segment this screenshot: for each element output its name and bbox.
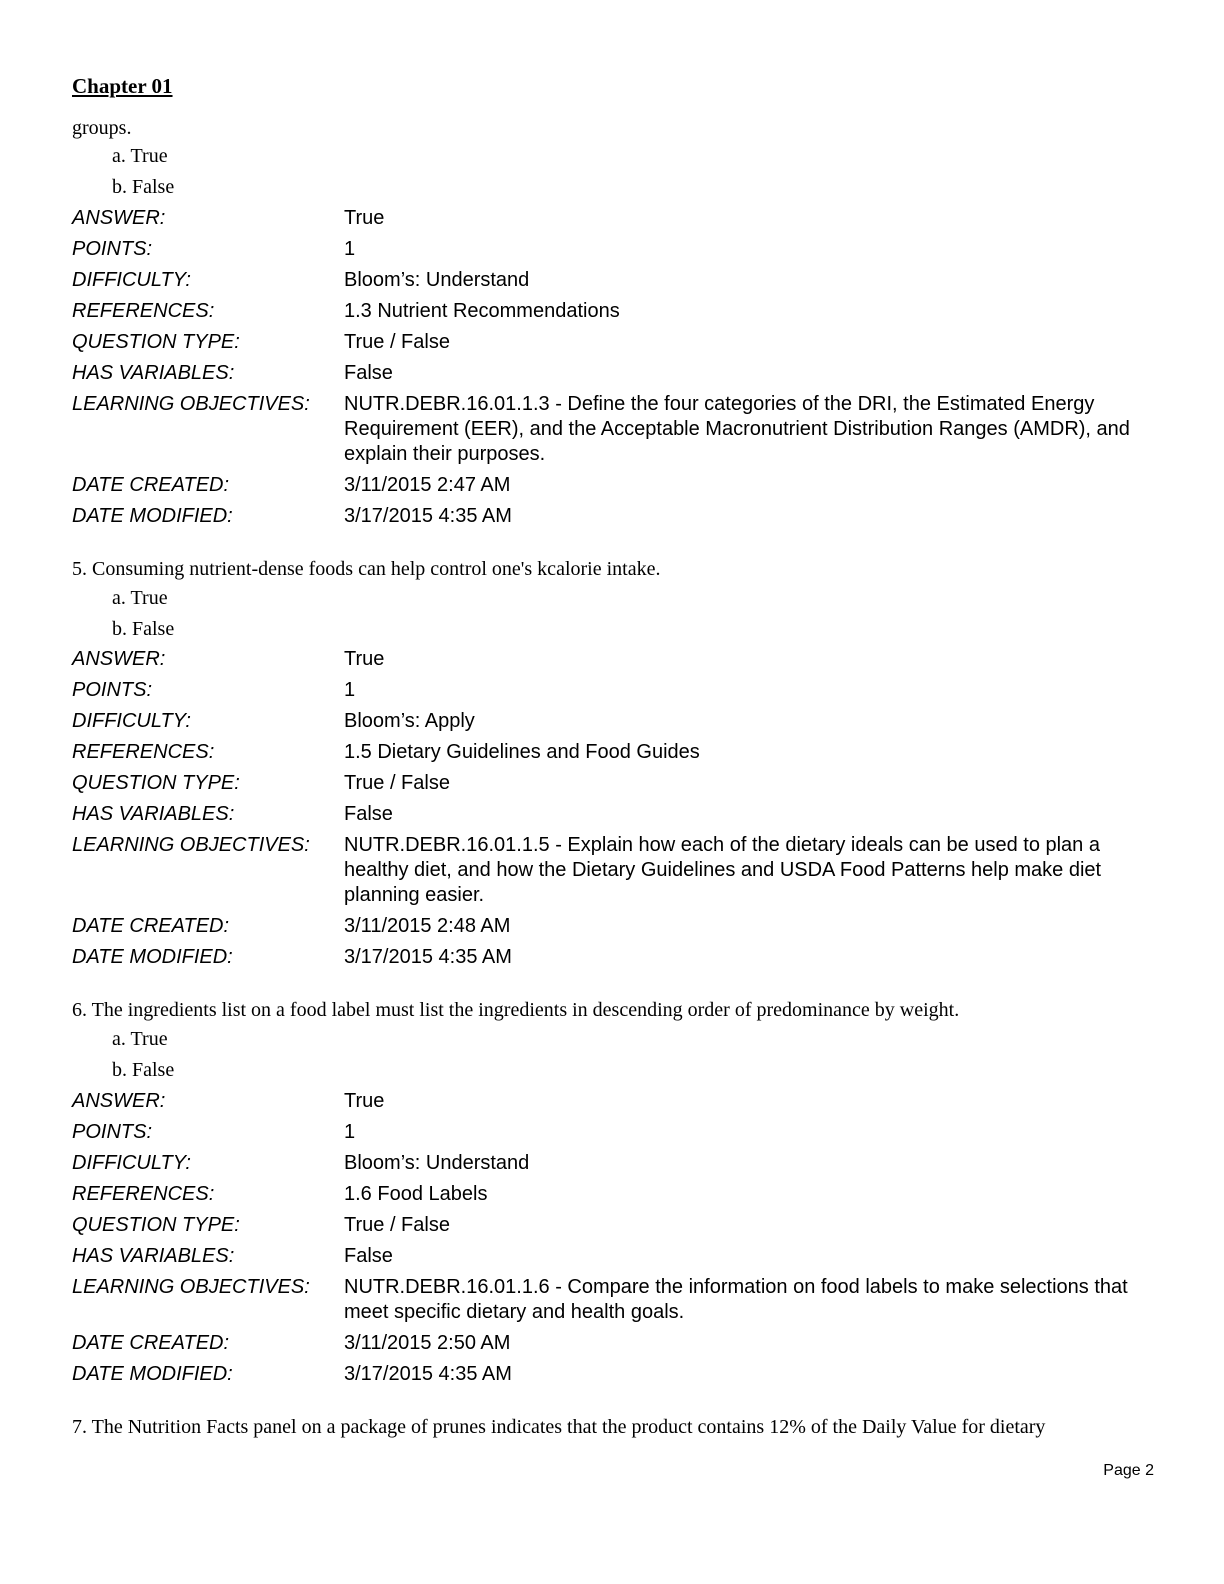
- has-variables-value: False: [344, 362, 393, 384]
- date-created-label: DATE CREATED:: [72, 915, 230, 937]
- question-type-value: True / False: [344, 331, 450, 353]
- chapter-heading: Chapter 01: [72, 74, 173, 98]
- answer-value: True: [344, 648, 385, 670]
- references-label: REFERENCES:: [72, 1183, 215, 1205]
- points-value: 1: [344, 1121, 356, 1143]
- references-label: REFERENCES:: [72, 741, 215, 763]
- question-text: groups.: [72, 117, 132, 139]
- date-modified-value: 3/17/2015 4:35 AM: [344, 946, 512, 968]
- option-a: a. True: [112, 587, 168, 609]
- date-created-value: 3/11/2015 2:50 AM: [344, 1332, 511, 1354]
- learning-objectives-value: NUTR.DEBR.16.01.1.5 - Explain how each of the dietary ideals can be used to plan a healthy diet, and how the Dietary Guidelines and USDA Food Patterns help make diet planning easier.: [344, 834, 1102, 906]
- points-label: POINTS:: [72, 1121, 153, 1143]
- option-a: a. True: [112, 145, 168, 167]
- date-modified-label: DATE MODIFIED:: [72, 1363, 233, 1385]
- references-value: 1.3 Nutrient Recommendations: [344, 300, 620, 322]
- difficulty-label: DIFFICULTY:: [72, 269, 191, 291]
- answer-label: ANSWER:: [72, 1090, 166, 1112]
- has-variables-label: HAS VARIABLES:: [72, 803, 235, 825]
- answer-value: True: [344, 1090, 385, 1112]
- points-label: POINTS:: [72, 679, 153, 701]
- difficulty-value: Bloom’s: Apply: [344, 710, 475, 732]
- difficulty-value: Bloom’s: Understand: [344, 269, 530, 291]
- answer-label: ANSWER:: [72, 207, 166, 229]
- learning-objectives-label: LEARNING OBJECTIVES:: [72, 834, 310, 856]
- points-label: POINTS:: [72, 238, 153, 260]
- learning-objectives-value: NUTR.DEBR.16.01.1.6 - Compare the information on food labels to make selections that meet specific dietary and health goals.: [344, 1276, 1128, 1323]
- option-b: b. False: [112, 1059, 175, 1081]
- date-modified-label: DATE MODIFIED:: [72, 946, 233, 968]
- question-type-label: QUESTION TYPE:: [72, 331, 240, 353]
- difficulty-label: DIFFICULTY:: [72, 710, 191, 732]
- has-variables-label: HAS VARIABLES:: [72, 1245, 235, 1267]
- learning-objectives-value: NUTR.DEBR.16.01.1.3 - Define the four categories of the DRI, the Estimated Energy Requirement (EER), and the Acceptable Macronutrient Distribution Ranges (AMDR), and explain their purposes.: [344, 393, 1130, 465]
- points-value: 1: [344, 679, 356, 701]
- option-a: a. True: [112, 1028, 168, 1050]
- option-b: b. False: [112, 176, 175, 198]
- difficulty-label: DIFFICULTY:: [72, 1152, 191, 1174]
- points-value: 1: [344, 238, 356, 260]
- date-modified-value: 3/17/2015 4:35 AM: [344, 505, 512, 527]
- option-b: b. False: [112, 618, 175, 640]
- question-type-label: QUESTION TYPE:: [72, 772, 240, 794]
- has-variables-label: HAS VARIABLES:: [72, 362, 235, 384]
- question-text: 5. Consuming nutrient-dense foods can help control one's kcalorie intake.: [72, 558, 661, 580]
- question-type-value: True / False: [344, 772, 450, 794]
- date-created-value: 3/11/2015 2:47 AM: [344, 474, 511, 496]
- references-value: 1.6 Food Labels: [344, 1183, 488, 1205]
- references-value: 1.5 Dietary Guidelines and Food Guides: [344, 741, 700, 763]
- answer-value: True: [344, 207, 385, 229]
- learning-objectives-label: LEARNING OBJECTIVES:: [72, 393, 310, 415]
- learning-objectives-label: LEARNING OBJECTIVES:: [72, 1276, 310, 1298]
- difficulty-value: Bloom’s: Understand: [344, 1152, 530, 1174]
- has-variables-value: False: [344, 803, 393, 825]
- answer-label: ANSWER:: [72, 648, 166, 670]
- page-number: Page 2: [1103, 1462, 1154, 1479]
- date-created-value: 3/11/2015 2:48 AM: [344, 915, 511, 937]
- has-variables-value: False: [344, 1245, 393, 1267]
- question-text-next: 7. The Nutrition Facts panel on a package of prunes indicates that the product contains 12% of the Daily Value for dietary: [72, 1416, 1046, 1438]
- references-label: REFERENCES:: [72, 300, 215, 322]
- date-modified-value: 3/17/2015 4:35 AM: [344, 1363, 512, 1385]
- date-modified-label: DATE MODIFIED:: [72, 505, 233, 527]
- question-type-label: QUESTION TYPE:: [72, 1214, 240, 1236]
- question-type-value: True / False: [344, 1214, 450, 1236]
- question-text: 6. The ingredients list on a food label must list the ingredients in descending order of predominance by weight.: [72, 999, 960, 1021]
- date-created-label: DATE CREATED:: [72, 474, 230, 496]
- date-created-label: DATE CREATED:: [72, 1332, 230, 1354]
